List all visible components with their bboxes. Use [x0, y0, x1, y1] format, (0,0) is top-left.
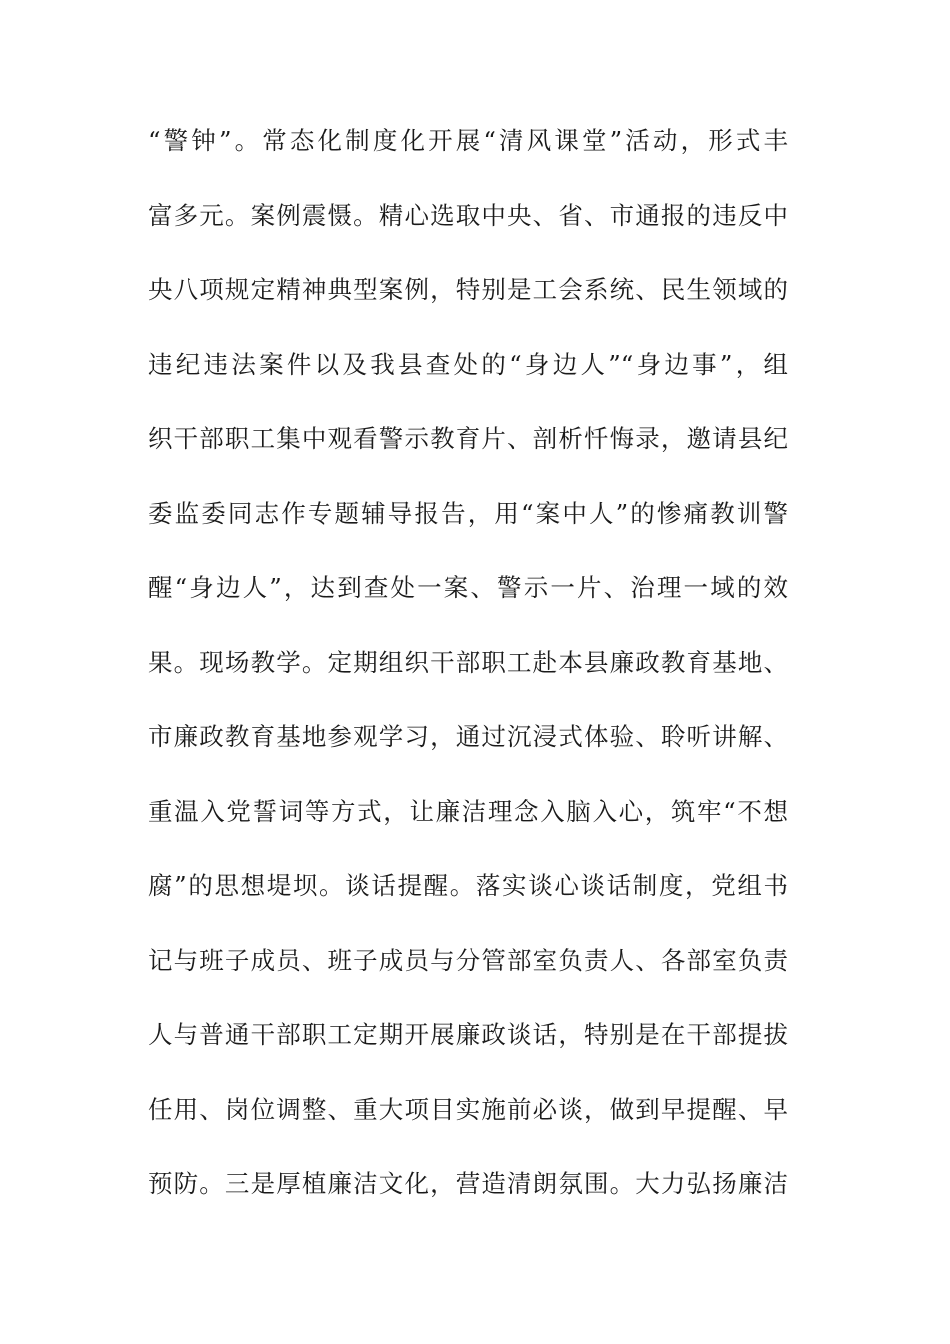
text-line: 腐”的思想堤坝。谈话提醒。落实谈心谈话制度，党组书 [148, 871, 788, 900]
text-line: 果。现场教学。定期组织干部职工赴本县廉政教育基地、 [148, 647, 788, 677]
body-paragraph [148, 116, 788, 1234]
text-line: 富多元。案例震慑。精心选取中央、省、市通报的违反中 [148, 200, 788, 230]
text-line: “警钟”。常态化制度化开展“清风课堂”活动，形式丰 [148, 126, 788, 155]
text-line: 预防。三是厚植廉洁文化，营造清朗氛围。大力弘扬廉洁 [148, 1169, 788, 1198]
text-line: 违纪违法案件以及我县查处的“身边人”“身边事”，组 [148, 349, 788, 379]
text-line: 任用、岗位调整、重大项目实施前必谈，做到早提醒、早 [148, 1094, 788, 1124]
text-line: 醒“身边人”，达到查处一案、警示一片、治理一域的效 [148, 573, 788, 602]
text-line: 人与普通干部职工定期开展廉政谈话，特别是在干部提拔 [148, 1020, 788, 1049]
text-line: 委监委同志作专题辅导报告，用“案中人”的惨痛教训警 [148, 498, 788, 528]
text-line: 织干部职工集中观看警示教育片、剖析忏悔录，邀请县纪 [148, 424, 788, 453]
text-line: 市廉政教育基地参观学习，通过沉浸式体验、聆听讲解、 [148, 722, 788, 751]
text-line: 重温入党誓词等方式，让廉洁理念入脑入心，筑牢“不想 [148, 796, 788, 826]
text-line: 记与班子成员、班子成员与分管部室负责人、各部室负责 [148, 945, 788, 975]
text-line: 央八项规定精神典型案例，特别是工会系统、民生领域的 [148, 275, 788, 304]
